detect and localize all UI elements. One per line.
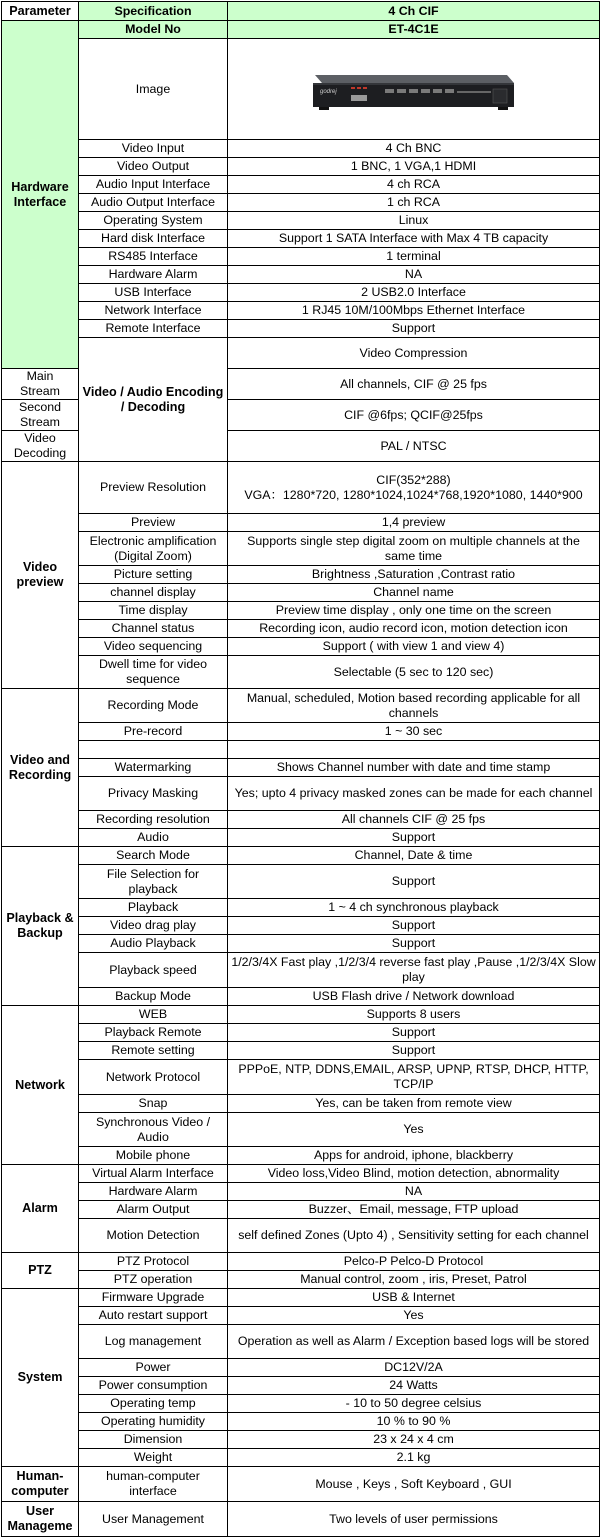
spec-label: User Management bbox=[79, 1502, 228, 1537]
spec-label: channel display bbox=[79, 584, 228, 602]
category-cell: Alarm bbox=[2, 1165, 79, 1253]
spec-value: 10 % to 90 % bbox=[228, 1413, 600, 1431]
spec-value: 2 USB2.0 Interface bbox=[228, 284, 600, 302]
spec-value: NA bbox=[228, 1183, 600, 1201]
spec-value: Apps for android, iphone, blackberry bbox=[228, 1147, 600, 1165]
spec-value: Support ( with view 1 and view 4) bbox=[228, 638, 600, 656]
spec-label: Power consumption bbox=[79, 1377, 228, 1395]
spec-row bbox=[2, 723, 600, 741]
spec-row bbox=[2, 158, 600, 176]
spec-label: Video drag play bbox=[79, 917, 228, 935]
spec-row bbox=[2, 777, 600, 811]
spec-row bbox=[2, 302, 600, 320]
spec-row bbox=[2, 1253, 600, 1271]
spec-row bbox=[2, 532, 600, 566]
spec-label: Video Input bbox=[79, 140, 228, 158]
spec-value: Recording icon, audio record icon, motion detection icon bbox=[228, 620, 600, 638]
spec-label: WEB bbox=[79, 1006, 228, 1024]
device-logo: godrej bbox=[320, 89, 337, 95]
spec-value: Support bbox=[228, 1042, 600, 1060]
spec-value: Support bbox=[228, 829, 600, 847]
spec-row bbox=[2, 1325, 600, 1359]
spec-label: Alarm Output bbox=[79, 1201, 228, 1219]
spec-label: Playback Remote bbox=[79, 1024, 228, 1042]
spec-row bbox=[2, 1377, 600, 1395]
spec-value: Channel, Date & time bbox=[228, 847, 600, 865]
spec-label: USB Interface bbox=[79, 284, 228, 302]
spec-value: Channel name bbox=[228, 584, 600, 602]
spec-label: Snap bbox=[79, 1095, 228, 1113]
spec-label: Operating humidity bbox=[79, 1413, 228, 1431]
spec-label bbox=[79, 741, 228, 759]
spec-label: Log management bbox=[79, 1325, 228, 1359]
spec-row bbox=[2, 1219, 600, 1253]
spec-label: Picture setting bbox=[79, 566, 228, 584]
spec-row bbox=[2, 829, 600, 847]
spec-row bbox=[2, 176, 600, 194]
spec-row bbox=[2, 1307, 600, 1325]
spec-label: Operating temp bbox=[79, 1395, 228, 1413]
spec-value: Support bbox=[228, 320, 600, 338]
spec-value: 1 terminal bbox=[228, 248, 600, 266]
spec-value: 1 RJ45 10M/100Mbps Ethernet Interface bbox=[228, 302, 600, 320]
spec-label: Backup Mode bbox=[79, 988, 228, 1006]
spec-value: self defined Zones (Upto 4) , Sensitivity setting for each channel bbox=[228, 1219, 600, 1253]
spec-label: Synchronous Video / Audio bbox=[79, 1113, 228, 1147]
spec-row bbox=[2, 759, 600, 777]
spec-row bbox=[2, 1095, 600, 1113]
spec-label: Video Decoding bbox=[2, 431, 79, 462]
spec-value: 24 Watts bbox=[228, 1377, 600, 1395]
spec-value: Operation as well as Alarm / Exception based logs will be stored bbox=[228, 1325, 600, 1359]
spec-value: All channels CIF @ 25 fps bbox=[228, 811, 600, 829]
spec-value: - 10 to 50 degree celsius bbox=[228, 1395, 600, 1413]
spec-label: PTZ Protocol bbox=[79, 1253, 228, 1271]
spec-row bbox=[2, 194, 600, 212]
spec-row bbox=[2, 566, 600, 584]
spec-value: Support bbox=[228, 935, 600, 953]
spec-label: Watermarking bbox=[79, 759, 228, 777]
header-row bbox=[2, 2, 600, 21]
spec-label: Search Mode bbox=[79, 847, 228, 865]
spec-label: Hardware Alarm bbox=[79, 266, 228, 284]
spec-row bbox=[2, 1024, 600, 1042]
spec-row bbox=[2, 320, 600, 338]
spec-row bbox=[2, 266, 600, 284]
spec-value: CIF @6fps; QCIF@25fps bbox=[228, 400, 600, 431]
spec-value: 1 BNC, 1 VGA,1 HDMI bbox=[228, 158, 600, 176]
spec-value: PAL / NTSC bbox=[228, 431, 600, 462]
spec-row bbox=[2, 988, 600, 1006]
spec-value: Shows Channel number with date and time stamp bbox=[228, 759, 600, 777]
spec-row bbox=[2, 514, 600, 532]
spec-label: Time display bbox=[79, 602, 228, 620]
spec-row bbox=[2, 1359, 600, 1377]
spec-label: Video sequencing bbox=[79, 638, 228, 656]
spec-value: 1/2/3/4X Fast play ,1/2/3/4 reverse fast play ,Pause ,1/2/3/4X Slow play bbox=[228, 953, 600, 988]
spec-value: All channels, CIF @ 25 fps bbox=[228, 369, 600, 400]
spec-label: PTZ operation bbox=[79, 1271, 228, 1289]
spec-row bbox=[2, 1165, 600, 1183]
spec-value: 23 x 24 x 4 cm bbox=[228, 1431, 600, 1449]
spec-row bbox=[2, 917, 600, 935]
spec-row bbox=[2, 284, 600, 302]
dvr-device-image bbox=[311, 61, 516, 117]
spec-label: Auto restart support bbox=[79, 1307, 228, 1325]
category-cell: Human-computer bbox=[2, 1467, 79, 1502]
spec-value: 4 Ch BNC bbox=[228, 140, 600, 158]
category-cell: PTZ bbox=[2, 1253, 79, 1289]
spec-value: Supports single step digital zoom on multiple channels at the same time bbox=[228, 532, 600, 566]
category-cell: User Manageme bbox=[2, 1502, 79, 1537]
spec-row bbox=[2, 1113, 600, 1147]
spec-row bbox=[2, 1006, 600, 1024]
spec-value: Brightness ,Saturation ,Contrast ratio bbox=[228, 566, 600, 584]
spec-row bbox=[2, 212, 600, 230]
spec-label: Channel status bbox=[79, 620, 228, 638]
spec-value: Buzzer、Email, message, FTP upload bbox=[228, 1201, 600, 1219]
spec-row bbox=[2, 953, 600, 988]
variant-header: 4 Ch CIF bbox=[228, 2, 600, 21]
spec-label: Network Protocol bbox=[79, 1060, 228, 1095]
spec-row bbox=[2, 1201, 600, 1219]
spec-row bbox=[2, 689, 600, 723]
spec-row bbox=[2, 638, 600, 656]
spec-value: USB Flash drive / Network download bbox=[228, 988, 600, 1006]
spec-label: Pre-record bbox=[79, 723, 228, 741]
model-value: ET-4C1E bbox=[228, 21, 600, 39]
spec-value: Preview time display , only one time on the screen bbox=[228, 602, 600, 620]
spec-row bbox=[2, 584, 600, 602]
spec-label: Dimension bbox=[79, 1431, 228, 1449]
spec-value bbox=[228, 741, 600, 759]
spec-value: Yes; upto 4 privacy masked zones can be made for each channel bbox=[228, 777, 600, 811]
spec-value: Linux bbox=[228, 212, 600, 230]
spec-row bbox=[2, 248, 600, 266]
image-row bbox=[2, 39, 600, 140]
spec-value: NA bbox=[228, 266, 600, 284]
spec-label: Power bbox=[79, 1359, 228, 1377]
spec-value: Supports 8 users bbox=[228, 1006, 600, 1024]
spec-value: PPPoE, NTP, DDNS,EMAIL, ARSP, UPNP, RTSP, DHCP, HTTP, TCP/IP bbox=[228, 1060, 600, 1095]
image-label: Image bbox=[79, 39, 228, 140]
spec-label: Audio bbox=[79, 829, 228, 847]
spec-row bbox=[2, 1289, 600, 1307]
spec-row bbox=[2, 1183, 600, 1201]
spec-row bbox=[2, 1395, 600, 1413]
spec-value: Manual, scheduled, Motion based recording applicable for all channels bbox=[228, 689, 600, 723]
spec-label: Playback speed bbox=[79, 953, 228, 988]
spec-value: Support 1 SATA Interface with Max 4 TB capacity bbox=[228, 230, 600, 248]
specification-table-body bbox=[2, 2, 600, 1537]
spec-label: Remote Interface bbox=[79, 320, 228, 338]
spec-value: 1 ch RCA bbox=[228, 194, 600, 212]
spec-label: Electronic amplification (Digital Zoom) bbox=[79, 532, 228, 566]
specification-table bbox=[1, 1, 600, 1537]
spec-label: Recording Mode bbox=[79, 689, 228, 723]
spec-row bbox=[2, 1042, 600, 1060]
spec-value: Mouse , Keys , Soft Keyboard , GUI bbox=[228, 1467, 600, 1502]
spec-label: Hardware Alarm bbox=[79, 1183, 228, 1201]
spec-row bbox=[2, 1467, 600, 1502]
spec-label: Mobile phone bbox=[79, 1147, 228, 1165]
category-cell: Video and Recording bbox=[2, 689, 79, 847]
spec-value: 1 ~ 30 sec bbox=[228, 723, 600, 741]
spec-value: Manual control, zoom , iris, Preset, Patrol bbox=[228, 1271, 600, 1289]
spec-row bbox=[2, 230, 600, 248]
spec-label: Remote setting bbox=[79, 1042, 228, 1060]
spec-value: Selectable (5 sec to 120 sec) bbox=[228, 656, 600, 689]
spec-label: File Selection for playback bbox=[79, 865, 228, 899]
spec-label: Audio Playback bbox=[79, 935, 228, 953]
spec-label: Video Output bbox=[79, 158, 228, 176]
spec-label: Weight bbox=[79, 1449, 228, 1467]
spec-row bbox=[2, 338, 600, 369]
spec-row bbox=[2, 462, 600, 514]
spec-label: Audio Output Interface bbox=[79, 194, 228, 212]
spec-label: Main Stream bbox=[2, 369, 79, 400]
spec-value: Yes bbox=[228, 1307, 600, 1325]
spec-label: Preview Resolution bbox=[79, 462, 228, 514]
spec-label: human-computer interface bbox=[79, 1467, 228, 1502]
spec-label: Operating System bbox=[79, 212, 228, 230]
spec-value: Support bbox=[228, 865, 600, 899]
spec-label: Audio Input Interface bbox=[79, 176, 228, 194]
spec-value: 1,4 preview bbox=[228, 514, 600, 532]
category-cell: Playback & Backup bbox=[2, 847, 79, 1006]
model-row bbox=[2, 21, 600, 39]
spec-label: Video Compression bbox=[228, 338, 600, 369]
specification-header: Specification bbox=[79, 2, 228, 21]
spec-value: Yes, can be taken from remote view bbox=[228, 1095, 600, 1113]
spec-value: DC12V/2A bbox=[228, 1359, 600, 1377]
category-cell: Hardware Interface bbox=[2, 21, 79, 369]
category-cell: Network bbox=[2, 1006, 79, 1165]
spec-label: Motion Detection bbox=[79, 1219, 228, 1253]
spec-row bbox=[2, 1502, 600, 1537]
spec-value: 2.1 kg bbox=[228, 1449, 600, 1467]
spec-label: Second Stream bbox=[2, 400, 79, 431]
parameter-header: Parameter bbox=[2, 2, 79, 21]
spec-row bbox=[2, 865, 600, 899]
spec-value: Support bbox=[228, 917, 600, 935]
spec-row bbox=[2, 1431, 600, 1449]
spec-value: USB & Internet bbox=[228, 1289, 600, 1307]
spec-row bbox=[2, 620, 600, 638]
spec-label: Playback bbox=[79, 899, 228, 917]
spec-value: 4 ch RCA bbox=[228, 176, 600, 194]
spec-value: Video loss,Video Blind, motion detection, abnormality bbox=[228, 1165, 600, 1183]
spec-label: Privacy Masking bbox=[79, 777, 228, 811]
spec-row bbox=[2, 741, 600, 759]
spec-value: 1 ~ 4 ch synchronous playback bbox=[228, 899, 600, 917]
spec-label: Firmware Upgrade bbox=[79, 1289, 228, 1307]
spec-label: Dwell time for video sequence bbox=[79, 656, 228, 689]
spec-row bbox=[2, 602, 600, 620]
spec-value: Support bbox=[228, 1024, 600, 1042]
spec-value: CIF(352*288) VGA：1280*720, 1280*1024,1024*768,1920*1080, 1440*900 bbox=[228, 462, 600, 514]
spec-value: Two levels of user permissions bbox=[228, 1502, 600, 1537]
product-image-cell bbox=[228, 39, 600, 140]
spec-label: Recording resolution bbox=[79, 811, 228, 829]
spec-row bbox=[2, 1060, 600, 1095]
category-cell: Video preview bbox=[2, 462, 79, 689]
spec-row bbox=[2, 1271, 600, 1289]
model-label: Model No bbox=[79, 21, 228, 39]
spec-row bbox=[2, 140, 600, 158]
spec-value: Pelco-P Pelco-D Protocol bbox=[228, 1253, 600, 1271]
spec-value: Yes bbox=[228, 1113, 600, 1147]
spec-row bbox=[2, 1147, 600, 1165]
category-cell: Video / Audio Encoding / Decoding bbox=[79, 338, 228, 462]
spec-row bbox=[2, 1449, 600, 1467]
spec-row bbox=[2, 935, 600, 953]
spec-label: Network Interface bbox=[79, 302, 228, 320]
spec-label: Virtual Alarm Interface bbox=[79, 1165, 228, 1183]
spec-row bbox=[2, 811, 600, 829]
spec-label: Hard disk Interface bbox=[79, 230, 228, 248]
spec-label: RS485 Interface bbox=[79, 248, 228, 266]
spec-row bbox=[2, 1413, 600, 1431]
spec-label: Preview bbox=[79, 514, 228, 532]
spec-row bbox=[2, 656, 600, 689]
category-cell: System bbox=[2, 1289, 79, 1467]
spec-row bbox=[2, 847, 600, 865]
spec-row bbox=[2, 899, 600, 917]
